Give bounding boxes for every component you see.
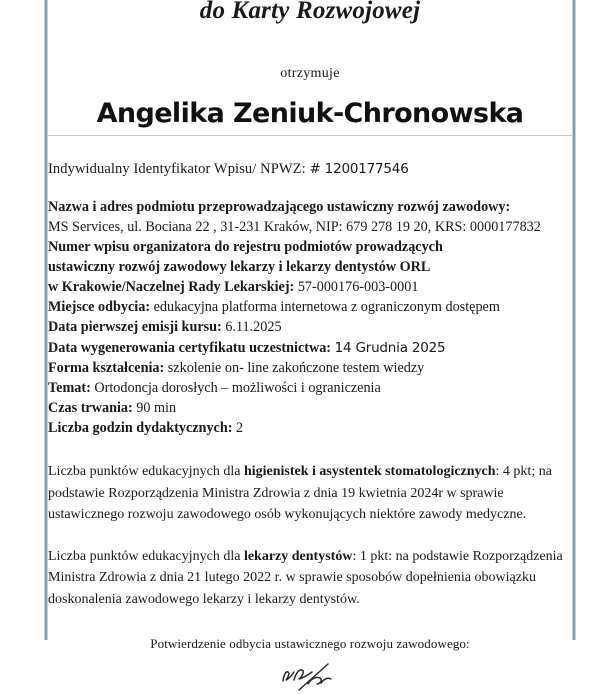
certificate-title-line-2: do Karty Rozwojowej	[199, 0, 421, 24]
points-dentists-lead: Liczba punktów edukacyjnych dla	[48, 549, 244, 565]
detail-value: MS Services, ul. Bociana 22 , 31-231 Kraków, NIP: 679 278 19 20, KRS: 0000177832	[48, 218, 541, 235]
detail-row	[48, 217, 572, 237]
points-hygienists-paragraph	[48, 461, 572, 525]
recipient-name: Angelika Zeniuk-Chronowska	[96, 97, 524, 129]
detail-value: 14 Grudnia 2025	[334, 339, 446, 356]
handwritten-signature-icon	[275, 660, 345, 694]
detail-value: 2	[236, 420, 244, 437]
points-hygienists-tail: : 4 pkt; na podstawie Rozporządzenia Ministra Zdrowia z dnia 19 kwietnia 2024r w sprawie ustawicznego rozwoju zawodowego osób wykonujących niektóre zawody medyczne.	[48, 464, 552, 522]
detail-row	[48, 398, 572, 418]
detail-label: Liczba godzin dydaktycznych:	[48, 420, 233, 437]
detail-label: Nazwa i adres podmiotu przeprowadzającego ustawiczny rozwój zawodowy:	[48, 198, 511, 215]
detail-label: w Krakowie/Naczelnej Rady Lekarskiej:	[48, 279, 295, 296]
detail-label: Data wygenerowania certyfikatu uczestnictwa:	[48, 339, 332, 356]
identifier-label: Indywidualny Identyfikator Wpisu/ NPWZ:	[48, 160, 306, 177]
detail-label: Numer wpisu organizatora do rejestru podmiotów prowadzących	[48, 238, 443, 255]
points-dentists-tail: : 1 pkt: na podstawie Rozporządzenia Ministra Zdrowia z dnia 21 lutego 2022 r. w sprawie sposobów dopełnienia obowiązku doskonalenia zawodowego lekarzy i lekarzy dentystów.	[48, 549, 563, 607]
detail-row	[48, 277, 572, 297]
detail-row	[48, 317, 572, 337]
detail-value: 6.11.2025	[225, 319, 282, 336]
points-dentists-emphasis: lekarzy dentystów	[243, 549, 353, 565]
detail-value: 90 min	[136, 400, 177, 417]
detail-row	[48, 358, 572, 378]
recipient-underline	[48, 135, 572, 136]
detail-row	[48, 197, 572, 217]
detail-row	[48, 297, 572, 317]
points-dentists-paragraph	[48, 546, 572, 610]
identifier-line	[48, 161, 572, 178]
certificate-content	[48, 0, 572, 652]
detail-value: szkolenie on- line zakończone testem wiedzy	[167, 359, 425, 376]
receives-label: otrzymuje	[280, 65, 340, 81]
detail-value: Ortodoncja dorosłych – możliwości i ograniczenia	[94, 379, 381, 396]
certificate-title-block	[48, 0, 572, 40]
detail-label: Czas trwania:	[48, 400, 133, 417]
details-list	[48, 197, 572, 439]
detail-row	[48, 418, 572, 438]
detail-row	[48, 378, 572, 398]
detail-row	[48, 237, 572, 257]
detail-row	[48, 257, 572, 277]
detail-value: edukacyjna platforma internetowa z ograniczonym dostępem	[153, 299, 500, 316]
detail-label: ustawiczny rozwój zawodowy lekarzy i lekarzy dentystów ORL	[48, 259, 431, 276]
right-border-rule	[572, 0, 576, 640]
signature-block	[48, 660, 572, 694]
detail-label: Miejsce odbycia:	[48, 299, 151, 316]
detail-value: 57-000176-003-0001	[297, 279, 419, 296]
confirmation-label: Potwierdzenie odbycia ustawicznego rozwoju zawodowego:	[150, 636, 470, 652]
detail-row	[48, 338, 572, 358]
detail-label: Temat:	[48, 379, 91, 396]
identifier-value: # 1200177546	[309, 160, 409, 177]
points-hygienists-lead: Liczba punktów edukacyjnych dla	[48, 464, 244, 480]
recipient-block	[48, 98, 572, 136]
points-hygienists-emphasis: higienistek i asystentek stomatologicznych	[243, 464, 496, 480]
detail-label: Data pierwszej emisji kursu:	[48, 319, 222, 336]
detail-label: Forma kształcenia:	[48, 359, 165, 376]
